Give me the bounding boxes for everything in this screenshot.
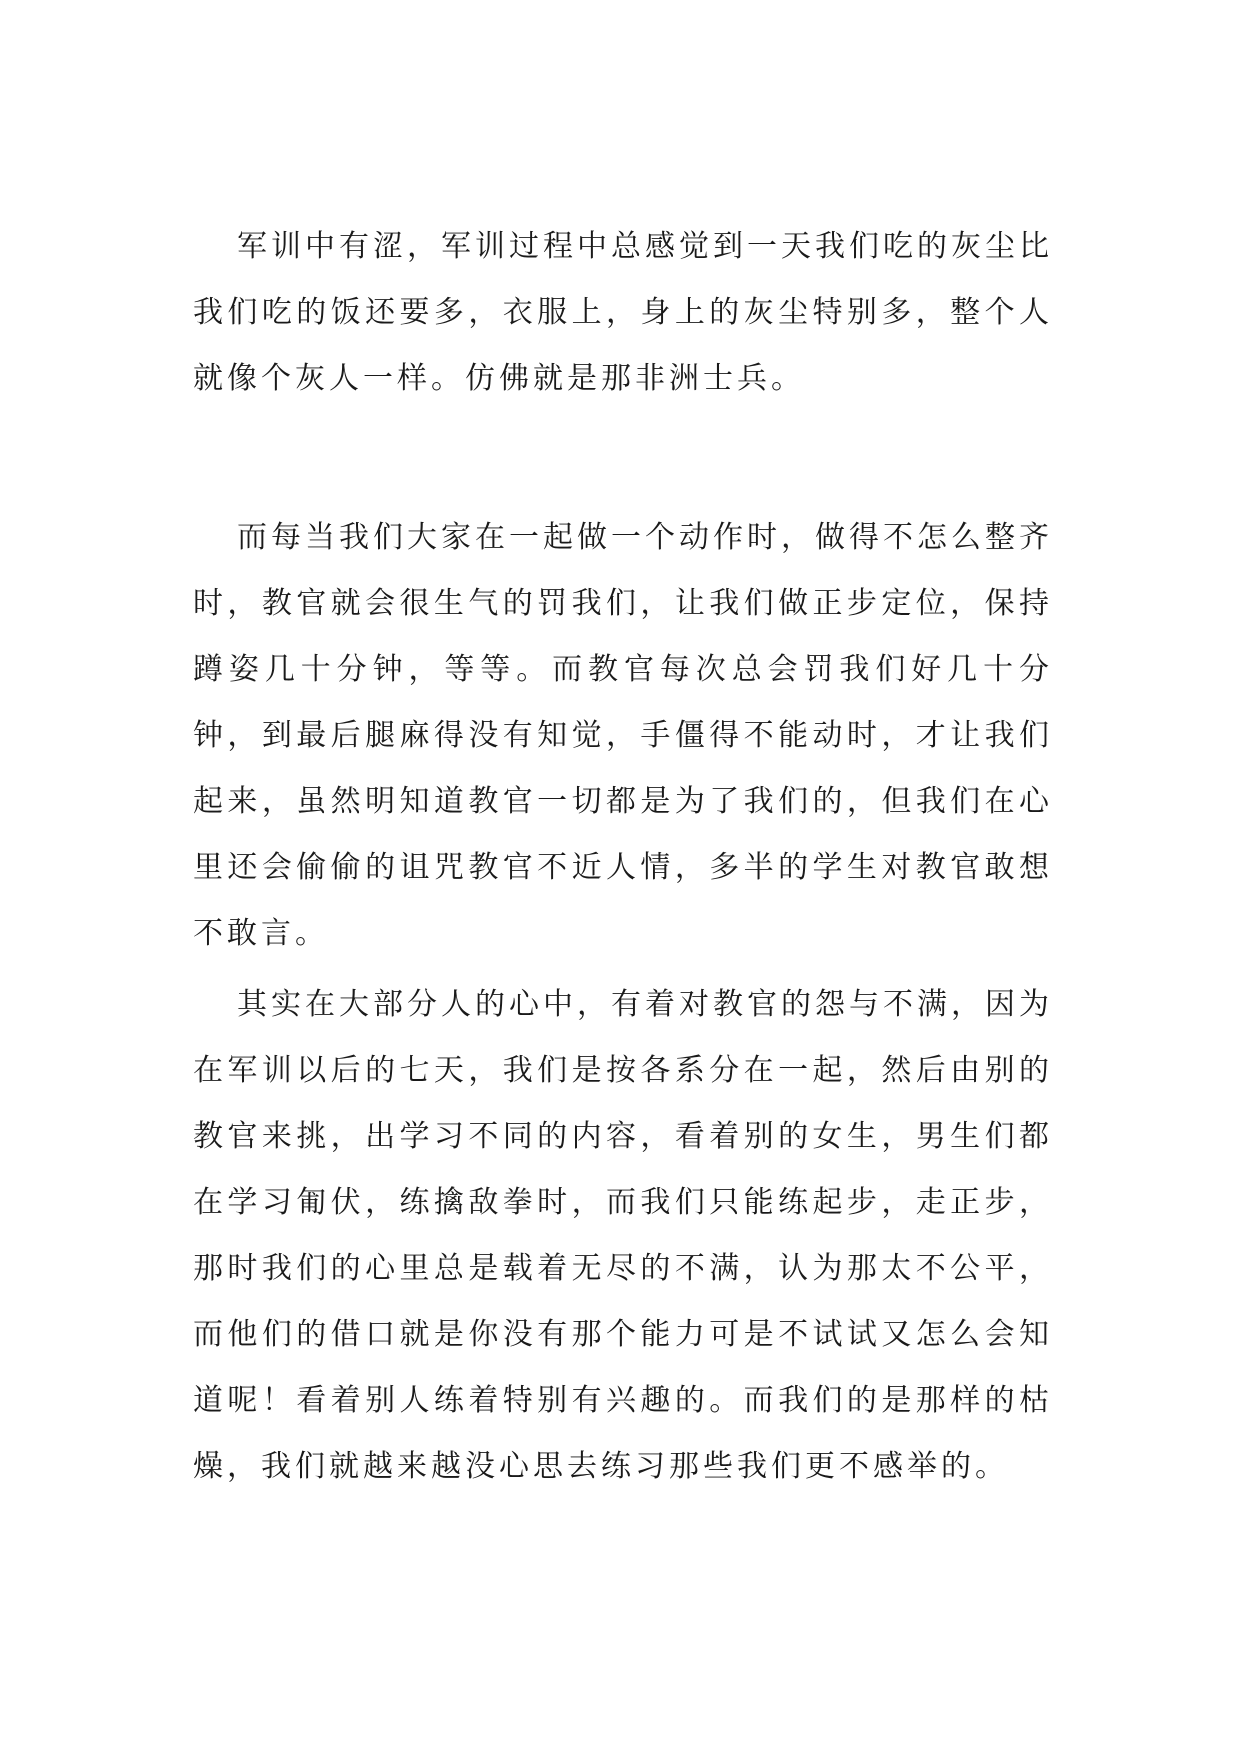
paragraph-1: 军训中有涩，军训过程中总感觉到一天我们吃的灰尘比我们吃的饭还要多，衣服上，身上的灰尘特别多，整个人就像个灰人一样。仿佛就是那非洲士兵。: [193, 229, 1053, 396]
paragraph-2: 而每当我们大家在一起做一个动作时，做得不怎么整齐时，教官就会很生气的罚我们，让我们做正步定位，保持蹲姿几十分钟，等等。而教官每次总会罚我们好几十分钟，到最后腿麻得没有知觉，手僵得不能动时，才让我们起来，虽然明知道教官一切都是为了我们的，但我们在心里还会偷偷的诅咒教官不近人情，多半的学生对教官敢想不敢言。: [193, 520, 1053, 951]
paragraph-3: 其实在大部分人的心中，有着对教官的怨与不满，因为在军训以后的七天，我们是按各系分在一起，然后由别的教官来挑，出学习不同的内容，看着别的女生，男生们都在学习匍伏，练擒敌拳时，而我们只能练起步，走正步，那时我们的心里总是载着无尽的不满，认为那太不公平，而他们的借口就是你没有那个能力可是不试试又怎么会知道呢！看着别人练着特别有兴趣的。而我们的是那样的枯燥，我们就越来越没心思去练习那些我们更不感举的。: [193, 987, 1053, 1484]
